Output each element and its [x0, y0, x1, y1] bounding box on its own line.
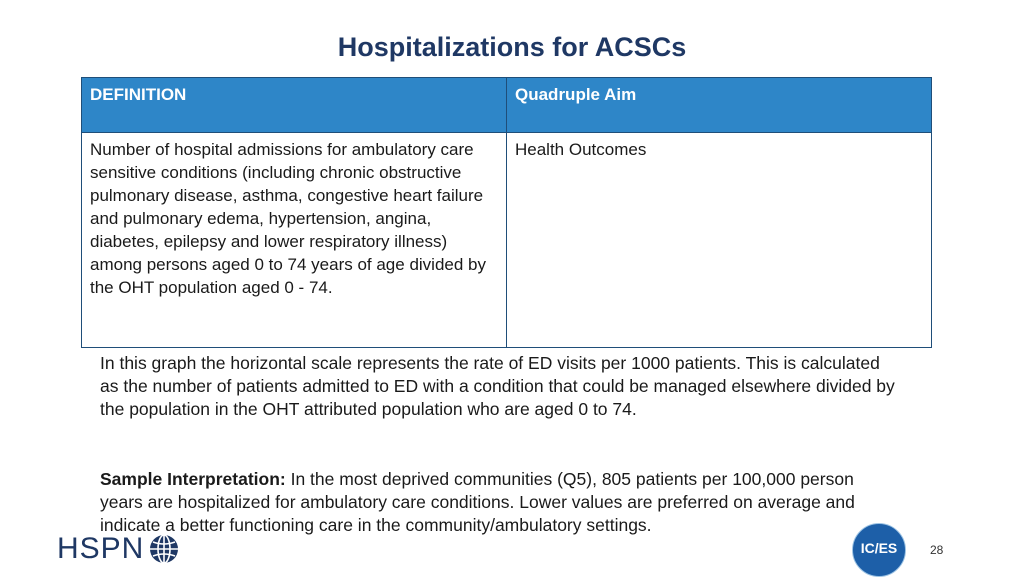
hspn-logo — [57, 532, 180, 566]
hspn-logo-text: HSPN — [57, 532, 145, 565]
interpretation-text: In the most deprived communities (Q5), 805 patients per 100,000 person years are hospitalized for ambulatory care conditions. Lower values are preferred on average and indicate a better functioning care in the community/ambulatory settings. — [100, 469, 855, 535]
table-header-row — [82, 78, 932, 133]
page-title: Hospitalizations for ACSCs — [337, 32, 687, 62]
table-row — [82, 133, 932, 348]
explanation-text: In this graph the horizontal scale represents the rate of ED visits per 1000 patients. This is calculated as the number of patients admitted to ED with a condition that could be managed elsewhere divided by the population in the OHT attributed population who are aged 0 to 74. — [100, 353, 895, 419]
header-quadruple-aim: Quadruple Aim — [507, 78, 932, 133]
definition-table — [81, 77, 932, 348]
definition-cell: Number of hospital admissions for ambulatory care sensitive conditions (including chronic obstructive pulmonary disease, asthma, congestive heart failure and pulmonary edema, hypertension, angina, diabetes, epilepsy and lower respiratory illness) among persons aged 0 to 74 years of age divided by the OHT population aged 0 - 74. — [82, 133, 507, 348]
quadruple-aim-cell: Health Outcomes — [507, 133, 932, 348]
ices-logo-text: IC/ES — [860, 540, 898, 556]
sample-interpretation — [100, 468, 900, 537]
page-number: 28 — [930, 543, 944, 557]
globe-icon — [148, 533, 180, 565]
interpretation-label: Sample Interpretation: — [100, 469, 286, 489]
header-definition: DEFINITION — [82, 78, 507, 133]
ices-logo — [852, 523, 906, 577]
